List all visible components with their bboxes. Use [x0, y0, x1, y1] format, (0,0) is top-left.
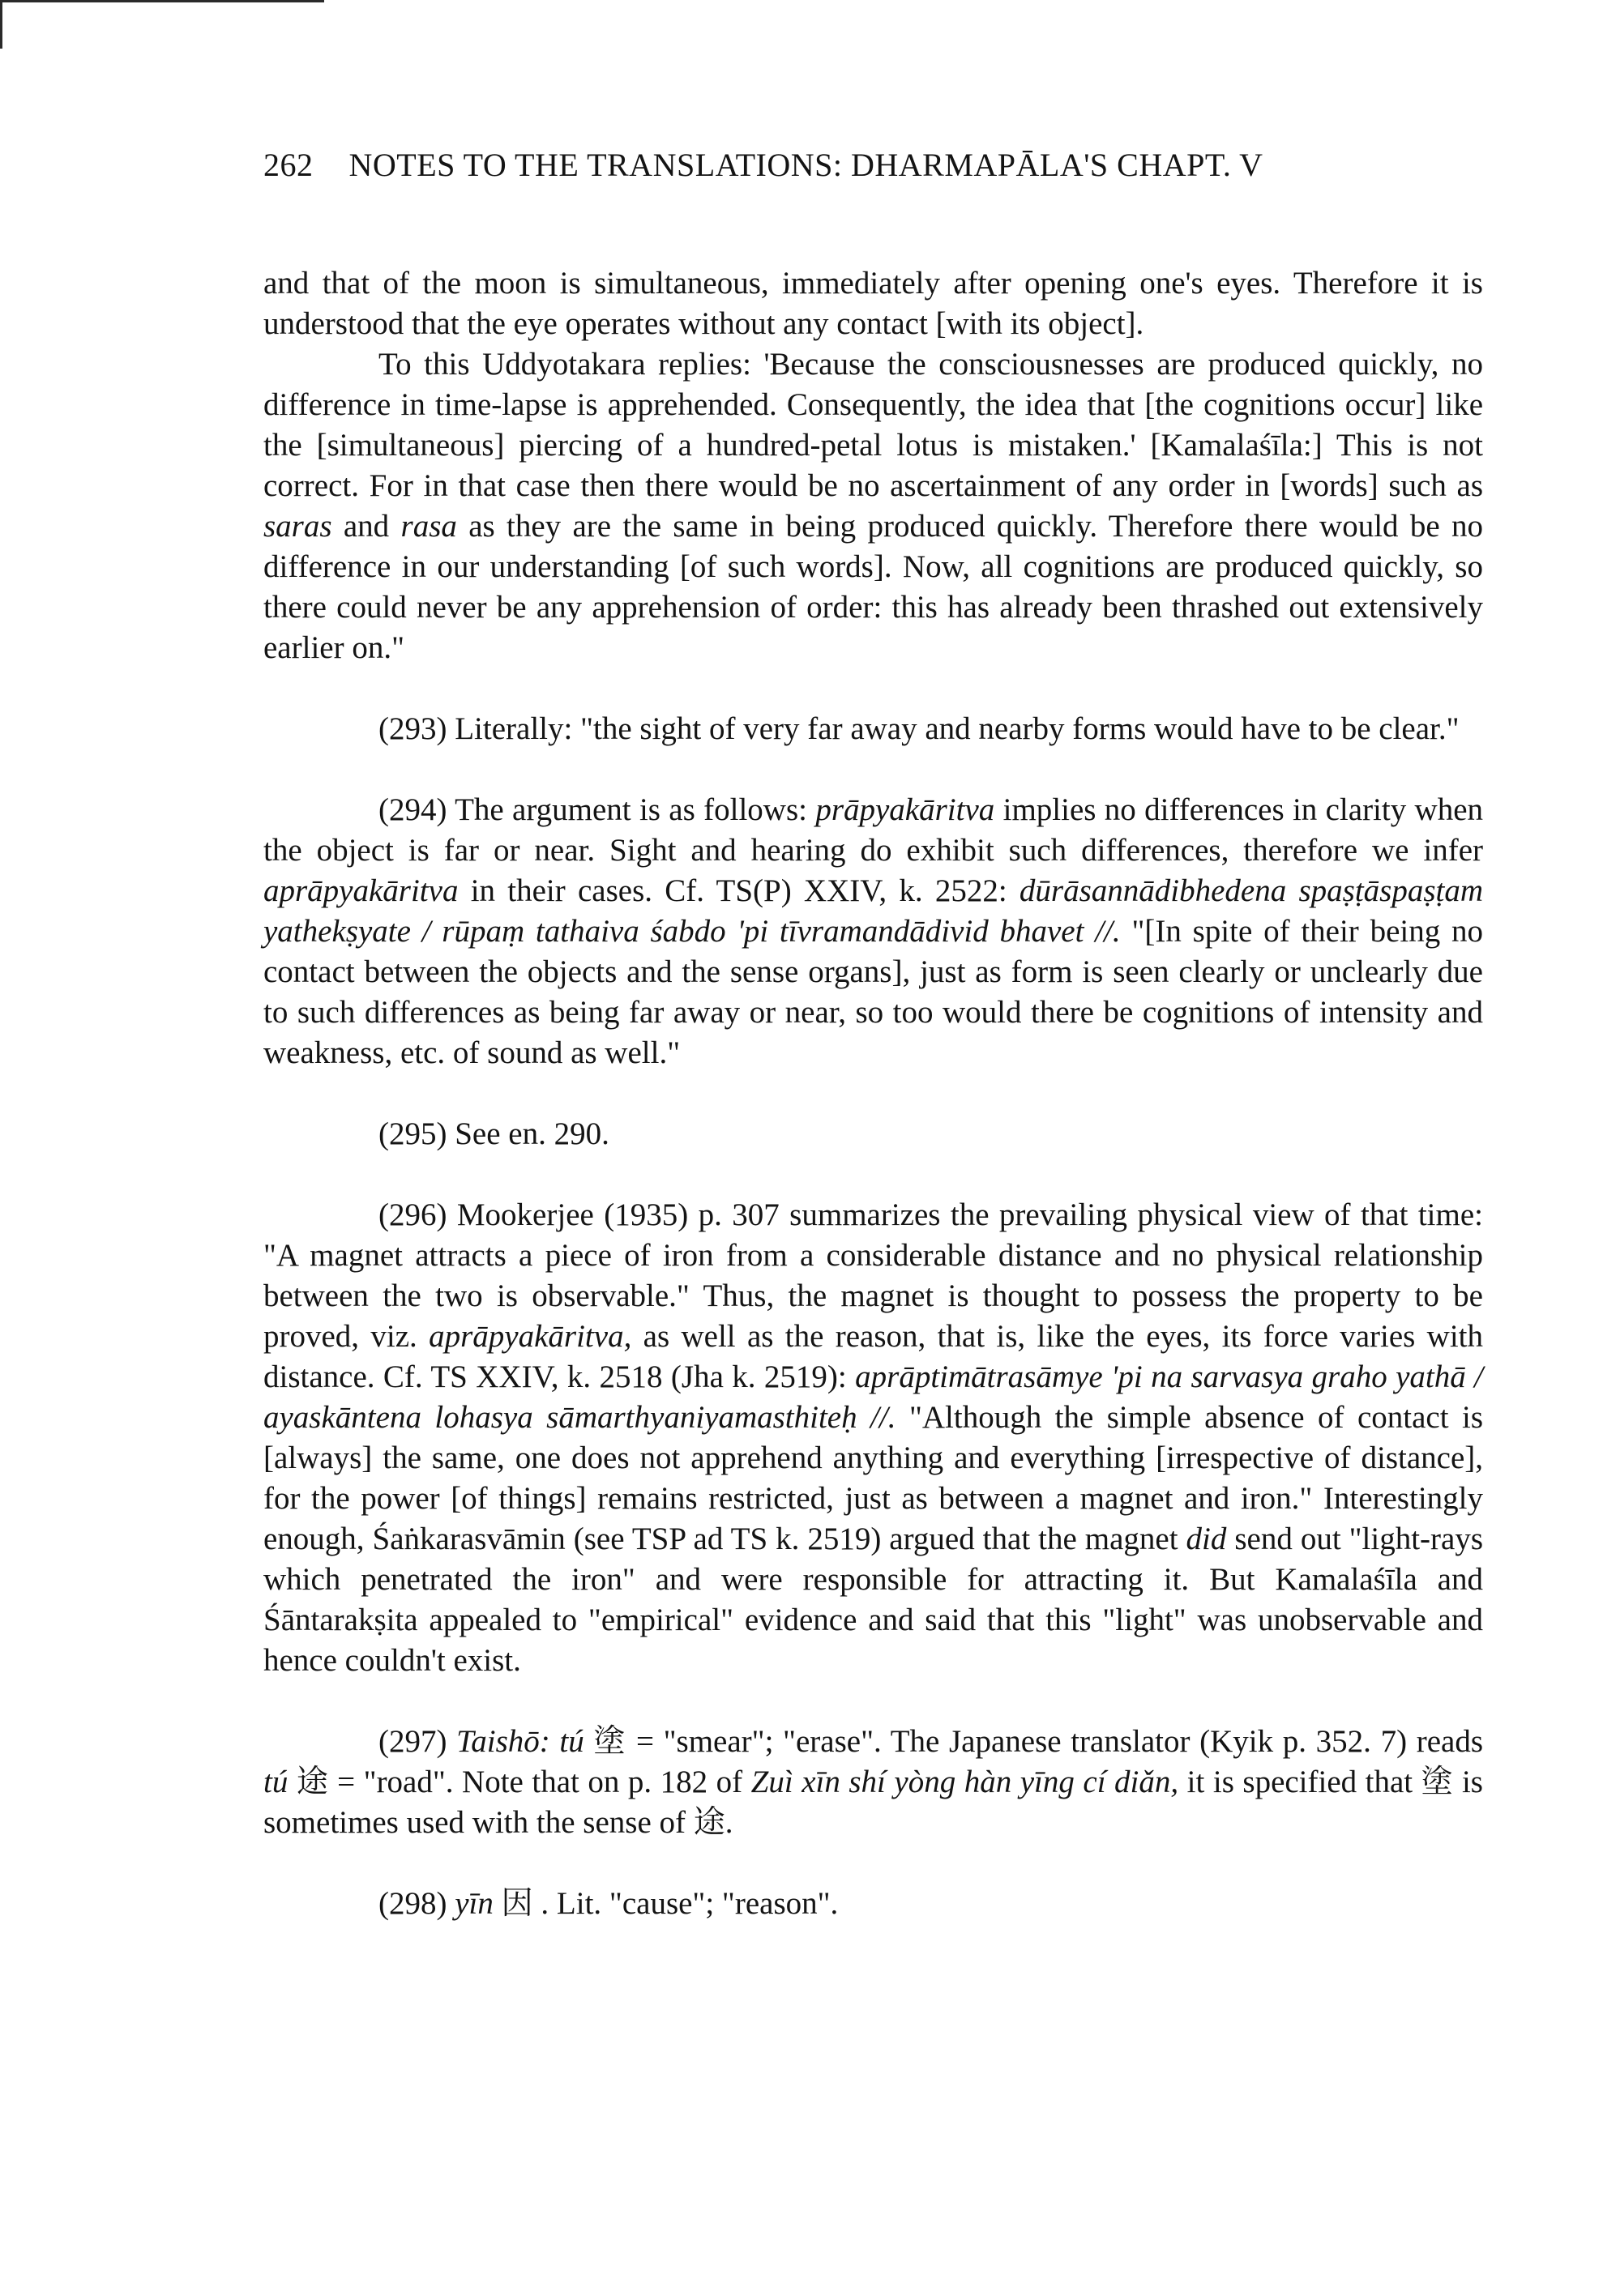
italic-term: aprāpyakāritva: [263, 873, 459, 908]
text-run: and: [343, 509, 390, 544]
text-run: (296) Mookerjee (1935) p. 307 summarizes the prevailing physical view of that time: "A magnet attracts a piece of iron from a considerable distance and no physical relationship between the two is observable." Thus, the magnet is thought to possess the property to be proved, viz.: [263, 1197, 1483, 1354]
text-run: send out "light-rays which penetrated the iron" and were responsible for attracting it. But Kamalaśīla and Śāntarakṣita appealed to "empirical" evidence and said that this "light" was unobservable and hence couldn't exist.: [263, 1521, 1484, 1678]
text-run: (297): [378, 1724, 447, 1759]
italic-title: Zuì xīn shí yòng hàn yīng cí diǎn,: [750, 1765, 1179, 1799]
chinese-character: 塗: [593, 1724, 627, 1759]
page-body: [263, 263, 1483, 1924]
chinese-character: 塗: [1421, 1765, 1454, 1799]
italic-term: tú: [263, 1765, 289, 1799]
italic-term: yīn: [455, 1886, 494, 1921]
text-run: (294) The argument is as follows:: [378, 792, 807, 827]
italic-term: did: [1186, 1521, 1227, 1556]
chinese-character: 因: [501, 1886, 533, 1921]
italic-quote: aprāptimātrasāmye 'pi na sarvasya graho yathā / ayaskāntena lohasya sāmarthyaniyamasthiteḥ //.: [263, 1359, 1483, 1435]
scan-edge-left: [0, 0, 2, 49]
text-run: is sometimes used with the sense of: [263, 1765, 1483, 1840]
text-run: it is specified that: [1186, 1765, 1413, 1799]
text-run: as they are the same in being produced quickly. Therefore there would be no difference in our understanding [of such words]. Now, all cognitions are produced quickly, so there could never be any apprehension of order: this has already been thrashed out extensively earlier on.": [263, 509, 1483, 665]
text-run: = "road". Note that on p. 182 of: [337, 1765, 743, 1799]
text-run: "Although the simple absence of contact is [always] the same, one does not apprehend anything and everything [irrespective of distance], for the power [of things] remains restricted, just as between a magnet and iron." Interestingly enough, Śaṅkarasvāmin (see TSP ad TS k. 2519) argued that the magnet: [263, 1400, 1484, 1556]
italic-term: prāpyakāritva: [815, 792, 995, 827]
running-header: [263, 146, 1479, 184]
text-run: as well as the reason, that is, like the eyes, its force varies with distance. Cf. TS XXIV, k. 2518 (Jha k. 2519):: [263, 1319, 1483, 1394]
text-run: = "smear"; "erase". The Japanese translator (Kyik p. 352. 7) reads: [635, 1724, 1484, 1759]
italic-term: Taishō: tú: [456, 1724, 584, 1759]
endnote-293: [263, 709, 1483, 749]
text-run: . Lit. "cause"; "reason".: [541, 1886, 839, 1921]
text-run: (293) Literally: "the sight of very far away and nearby forms would have to be clear.": [378, 711, 1460, 746]
scan-edge: [0, 0, 324, 2]
chinese-character: 途: [296, 1765, 329, 1799]
text-run: and that of the moon is simultaneous, immediately after opening one's eyes. Therefore it is understood that the eye operates without any contact [with its object].: [263, 266, 1483, 341]
italic-term: aprāpyakāritva,: [429, 1319, 632, 1354]
paragraph-continuation: [263, 263, 1483, 344]
endnote-297: [263, 1722, 1483, 1843]
italic-term: rasa: [400, 509, 457, 544]
italic-quote: dūrāsannādibhedena spaṣṭāspaṣṭam yathekṣyate / rūpaṃ tathaiva śabdo 'pi tīvramandādivid bhavet //.: [263, 873, 1484, 949]
text-run: (295) See en. 290.: [378, 1116, 609, 1151]
endnote-295: [263, 1114, 1483, 1154]
text-run: in their cases. Cf. TS(P) XXIV, k. 2522:: [470, 873, 1007, 908]
text-run: To this Uddyotakara replies: 'Because the consciousnesses are produced quickly, no difference in time-lapse is apprehended. Consequently, the idea that [the cognitions occur] like the [simultaneous] piercing of a hundred-petal lotus is mistaken.' [Kamalaśīla:] This is not correct. For in that case then there would be no ascertainment of any order in [words] such as: [263, 347, 1483, 503]
running-title: NOTES TO THE TRANSLATIONS: DHARMAPĀLA'S CHAPT. V: [348, 147, 1263, 183]
text-run: .: [725, 1805, 733, 1840]
italic-term: saras: [263, 509, 332, 544]
endnote-296: [263, 1195, 1483, 1681]
text-run: (298): [378, 1886, 447, 1921]
endnote-294: [263, 790, 1483, 1073]
text-run: "[In spite of their being no contact between the objects and the sense organs], just as form is seen clearly or unclearly due to such differences as being far away or near, so too would there be cognitions of intensity and weakness, etc. of sound as well.": [263, 914, 1484, 1070]
page-number: 262: [263, 147, 314, 183]
paragraph-uddyotakara: [263, 344, 1483, 668]
text-run: implies no differences in clarity when the object is far or near. Sight and hearing do exhibit such differences, therefore we infer: [263, 792, 1484, 868]
endnote-298: [263, 1884, 1483, 1924]
chinese-character: 途: [693, 1805, 725, 1840]
